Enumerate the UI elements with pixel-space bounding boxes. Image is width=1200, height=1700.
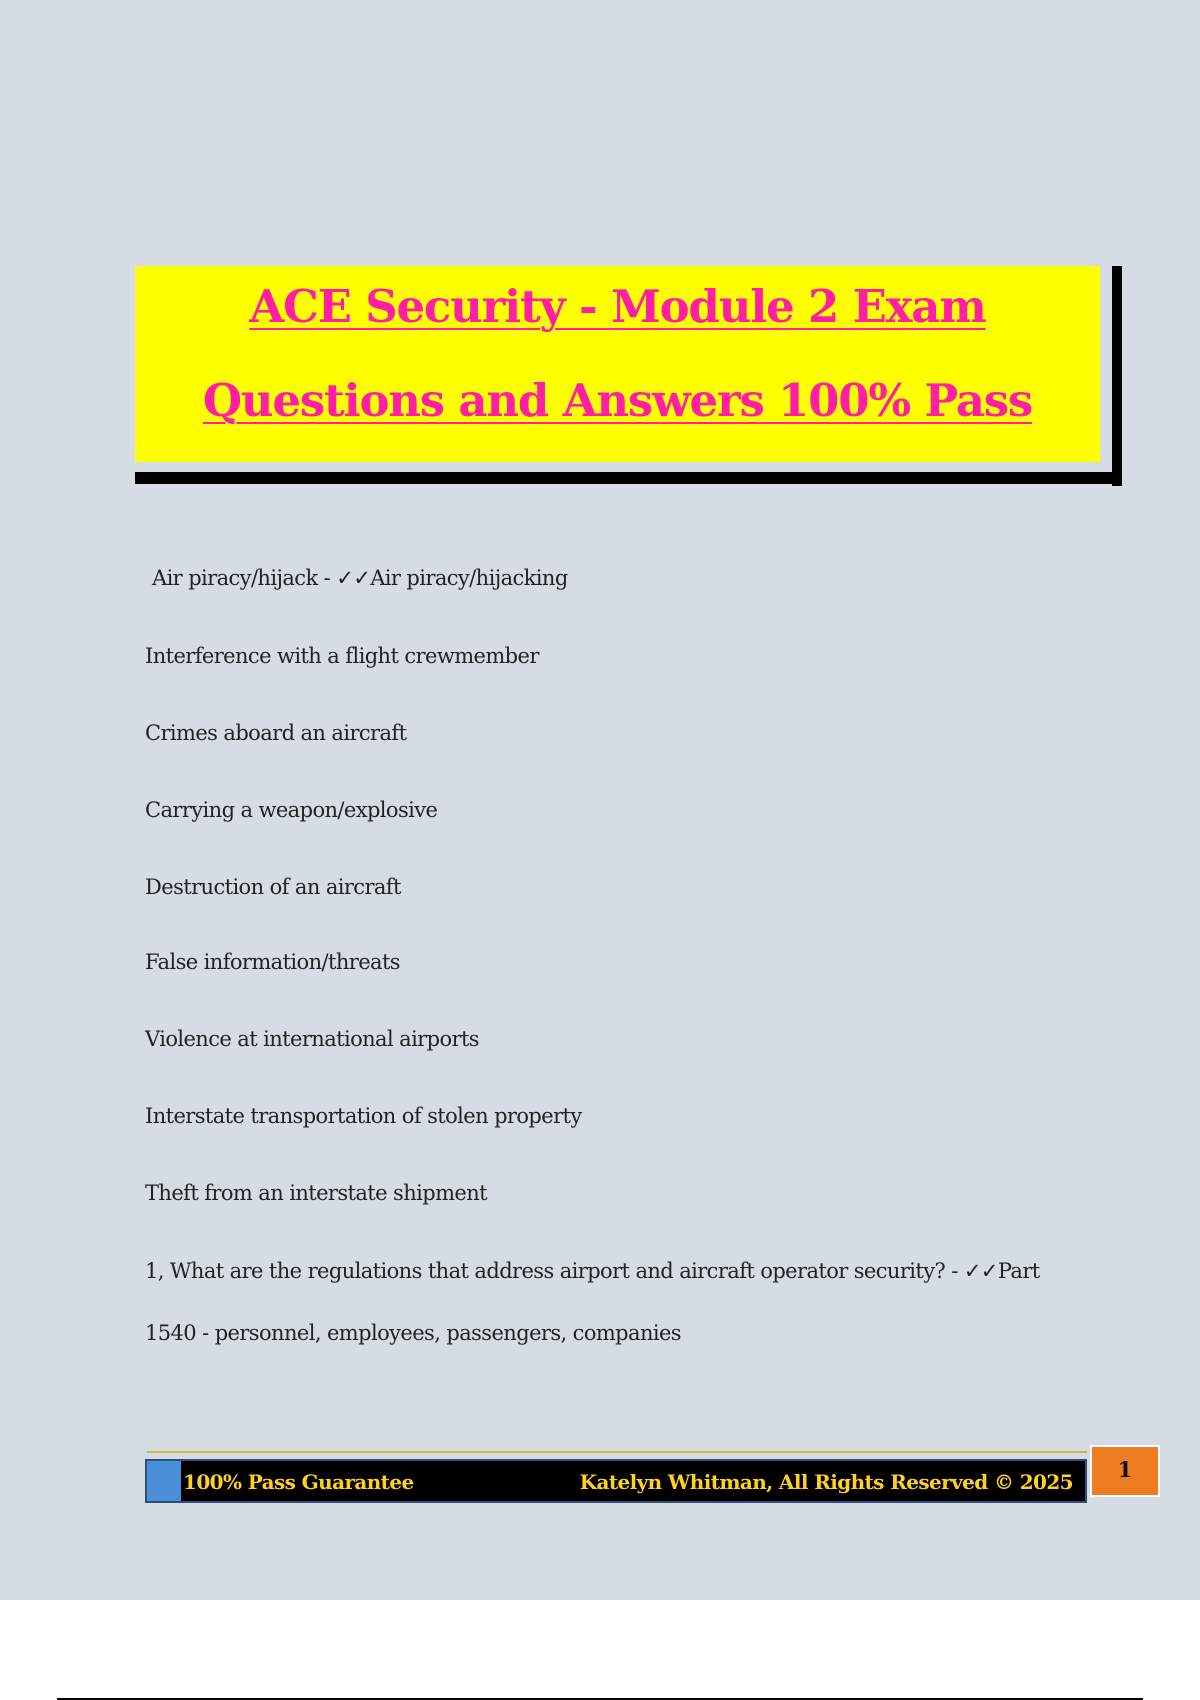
- double-check-icon: ✓✓: [336, 566, 371, 590]
- answer-start: Part: [997, 1259, 1040, 1283]
- answer-text: Air piracy/hijacking: [370, 566, 568, 590]
- list-item: Crimes aboard an aircraft: [145, 721, 407, 745]
- footer-accent-block: [147, 1461, 181, 1501]
- title-box: [135, 266, 1100, 462]
- list-item: Interference with a flight crewmember: [145, 644, 539, 668]
- list-item: False information/threats: [145, 950, 400, 974]
- list-item: Violence at international airports: [145, 1027, 479, 1051]
- title-line-2: Questions and Answers 100% Pass: [202, 374, 1033, 427]
- list-item: Theft from an interstate shipment: [145, 1181, 487, 1205]
- footer-bar: [145, 1459, 1087, 1503]
- footer-copyright-text: Katelyn Whitman, All Rights Reserved © 2025: [579, 1470, 1073, 1494]
- question-line: [145, 1259, 1040, 1283]
- term-text: Air piracy/hijack -: [152, 566, 337, 590]
- question-text: 1, What are the regulations that address airport and aircraft operator security? -: [145, 1259, 964, 1283]
- term-line-air-piracy: [152, 566, 568, 590]
- double-check-icon: ✓✓: [963, 1259, 998, 1283]
- title-shadow-right: [1112, 266, 1122, 486]
- footer-divider: [147, 1451, 1087, 1453]
- page-number: 1: [1090, 1445, 1160, 1497]
- title-shadow-bottom: [135, 472, 1122, 484]
- list-item: Interstate transportation of stolen property: [145, 1104, 582, 1128]
- title-line-1: ACE Security - Module 2 Exam: [249, 280, 986, 333]
- answer-continuation: 1540 - personnel, employees, passengers, companies: [145, 1321, 681, 1345]
- list-item: Carrying a weapon/explosive: [145, 798, 438, 822]
- footer-guarantee-text: 100% Pass Guarantee: [183, 1470, 414, 1494]
- list-item: Destruction of an aircraft: [145, 875, 401, 899]
